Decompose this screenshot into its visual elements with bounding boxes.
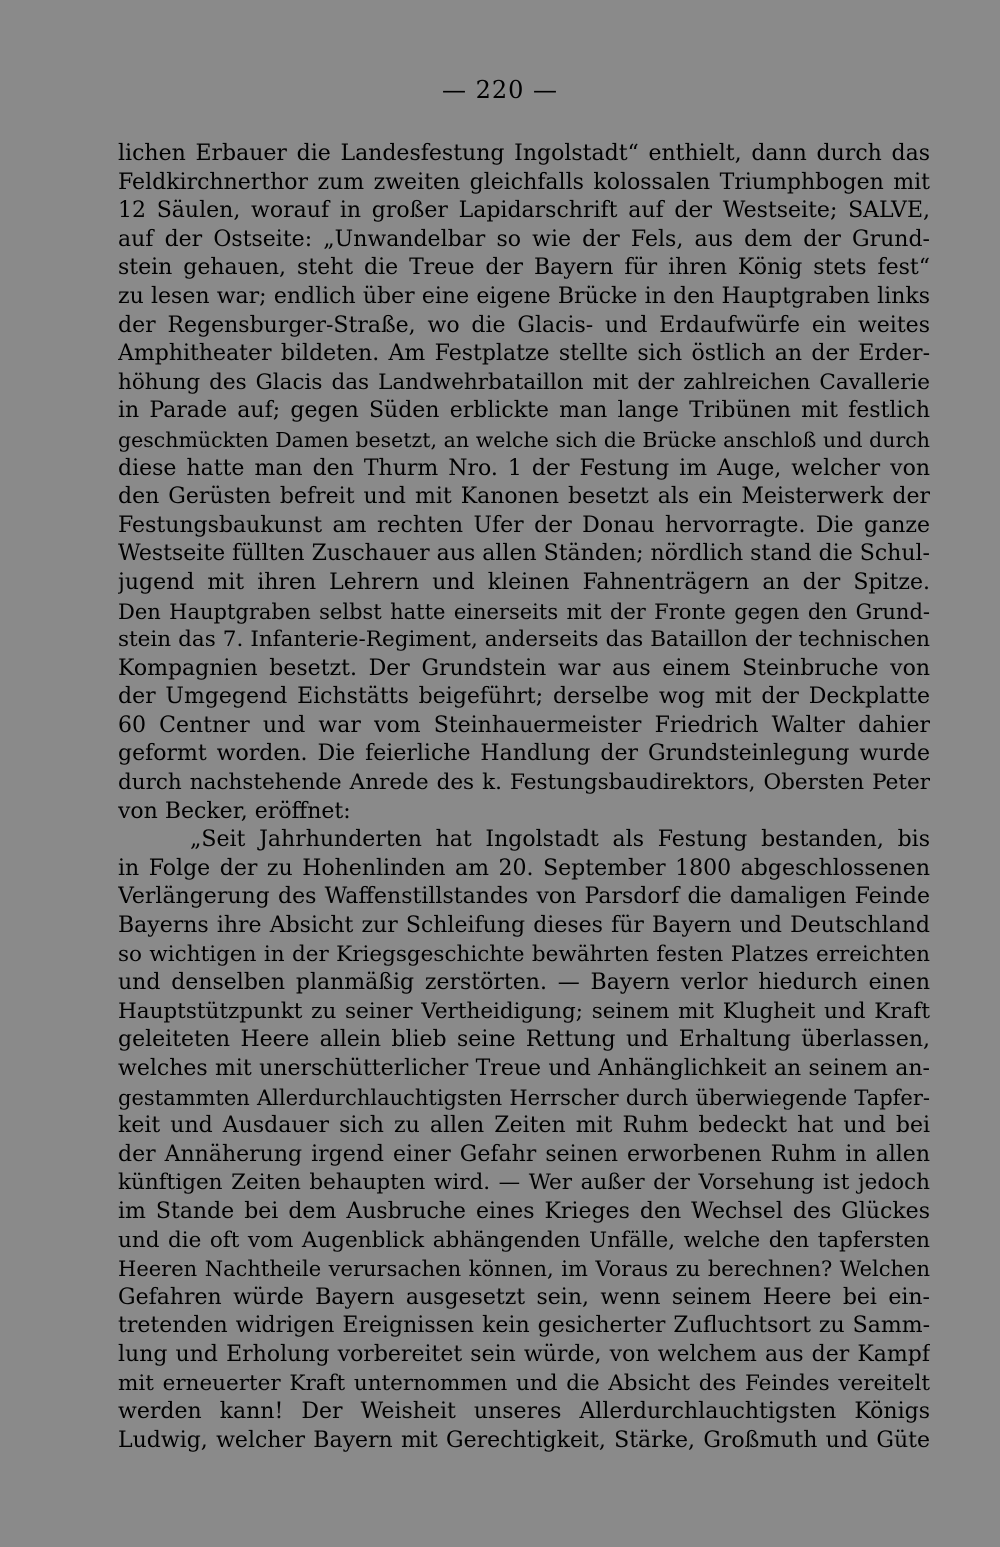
- text-line: Kompagnien besetzt. Der Grundstein war aus einem Steinbruche von: [118, 655, 930, 681]
- text-line: von Becker, eröffnet:: [118, 798, 351, 824]
- text-line: geformt worden. Die feierliche Handlung der Grundsteinlegung wurde: [118, 741, 930, 767]
- text-line: welches mit unerschütterlicher Treue und Anhänglichkeit an seinem an-: [118, 1056, 930, 1081]
- text-line: Gefahren würde Bayern ausgesetzt sein, wenn seinem Heere bei ein-: [118, 1284, 930, 1310]
- text-line: stein gehauen, steht die Treue der Bayern für ihren König stets fest“: [118, 255, 930, 281]
- text-line: Bayerns ihre Absicht zur Schleifung dieses für Bayern und Deutschland: [118, 913, 930, 939]
- text-line: mit erneuerter Kraft unternommen und die Absicht des Feindes vereitelt: [118, 1370, 930, 1396]
- text-line: gestammten Allerdurchlauchtigsten Herrscher durch überwiegende Tapfer-: [118, 1085, 930, 1110]
- text-line: geschmückten Damen besetzt, an welche sich die Brücke anschloß und durch: [118, 427, 930, 452]
- text-line: Heeren Nachtheile verursachen können, im Voraus zu berechnen? Welchen: [118, 1257, 930, 1282]
- text-line: Hauptstützpunkt zu seiner Vertheidigung; seinem mit Klugheit und Kraft: [118, 998, 930, 1024]
- text-line: so wichtigen in der Kriegsgeschichte bewährten festen Platzes erreichten: [118, 941, 930, 967]
- text-line: zu lesen war; endlich über eine eigene Brücke in den Hauptgraben links: [118, 283, 930, 309]
- text-line: geleiteten Heere allein blieb seine Rettung und Erhaltung überlassen,: [118, 1027, 930, 1053]
- text-line: auf der Ostseite: „Unwandelbar so wie der Fels, aus dem der Grund-: [118, 226, 930, 252]
- text-line: Feldkirchnerthor zum zweiten gleichfalls kolossalen Triumphbogen mit: [118, 169, 930, 195]
- text-line: durch nachstehende Anrede des k. Festungsbaudirektors, Obersten Peter: [118, 770, 930, 796]
- text-line: künftigen Zeiten behaupten wird. — Wer außer der Vorsehung ist jedoch: [118, 1170, 930, 1196]
- text-line: stein das 7. Infanterie-Regiment, anderseits das Bataillon der technischen: [118, 627, 930, 653]
- body-text: [118, 140, 930, 1455]
- text-line: in Parade auf; gegen Süden erblickte man lange Tribünen mit festlich: [118, 398, 930, 424]
- text-line: 60 Centner und war vom Steinhauermeister Friedrich Walter dahier: [118, 712, 930, 738]
- text-line: Ludwig, welcher Bayern mit Gerechtigkeit, Stärke, Großmuth und Güte: [118, 1427, 930, 1453]
- text-line: lichen Erbauer die Landesfestung Ingolstadt“ enthielt, dann durch das: [118, 141, 930, 166]
- text-line: und die oft vom Augenblick abhängenden Unfälle, welche den tapfersten: [118, 1227, 930, 1253]
- text-line: „Seit Jahrhunderten hat Ingolstadt als Festung bestanden, bis: [190, 827, 930, 853]
- text-line: 12 Säulen, worauf in großer Lapidarschrift auf der Westseite; SALVE,: [118, 198, 930, 224]
- text-line: Den Hauptgraben selbst hatte einerseits mit der Fronte gegen den Grund-: [118, 599, 930, 624]
- page-number: — 220 —: [441, 76, 559, 104]
- text-line: und denselben planmäßig zerstörten. — Bayern verlor hiedurch einen: [118, 970, 930, 996]
- text-line: lung und Erholung vorbereitet sein würde, von welchem aus der Kampf: [118, 1341, 930, 1367]
- text-line: Festungsbaukunst am rechten Ufer der Donau hervorragte. Die ganze: [118, 512, 930, 538]
- text-line: der Regensburger-Straße, wo die Glacis- und Erdaufwürfe ein weites: [118, 312, 930, 338]
- text-line: Amphitheater bildeten. Am Festplatze stellte sich östlich an der Erder-: [118, 341, 930, 367]
- text-line: Westseite füllten Zuschauer aus allen Ständen; nördlich stand die Schul-: [118, 541, 930, 567]
- text-line: der Umgegend Eichstätts beigeführt; derselbe wog mit der Deckplatte: [118, 684, 930, 710]
- text-line: Verlängerung des Waffenstillstandes von Parsdorf die damaligen Feinde: [118, 884, 930, 910]
- text-line: diese hatte man den Thurm Nro. 1 der Festung im Auge, welcher von: [118, 455, 930, 481]
- text-line: den Gerüsten befreit und mit Kanonen besetzt als ein Meisterwerk der: [118, 484, 930, 510]
- text-line: jugend mit ihren Lehrern und kleinen Fahnenträgern an der Spitze.: [118, 569, 930, 595]
- text-line: keit und Ausdauer sich zu allen Zeiten mit Ruhm bedeckt hat und bei: [118, 1113, 930, 1139]
- text-line: in Folge der zu Hohenlinden am 20. September 1800 abgeschlossenen: [118, 855, 930, 881]
- text-line: der Annäherung irgend einer Gefahr seinen erworbenen Ruhm in allen: [118, 1141, 930, 1167]
- text-line: werden kann! Der Weisheit unseres Allerdurchlauchtigsten Königs: [118, 1399, 930, 1425]
- text-line: tretenden widrigen Ereignissen kein gesicherter Zufluchtsort zu Samm-: [118, 1313, 930, 1339]
- text-line: im Stande bei dem Ausbruche eines Krieges den Wechsel des Glückes: [118, 1198, 930, 1224]
- text-line: höhung des Glacis das Landwehrbataillon mit der zahlreichen Cavallerie: [118, 369, 930, 395]
